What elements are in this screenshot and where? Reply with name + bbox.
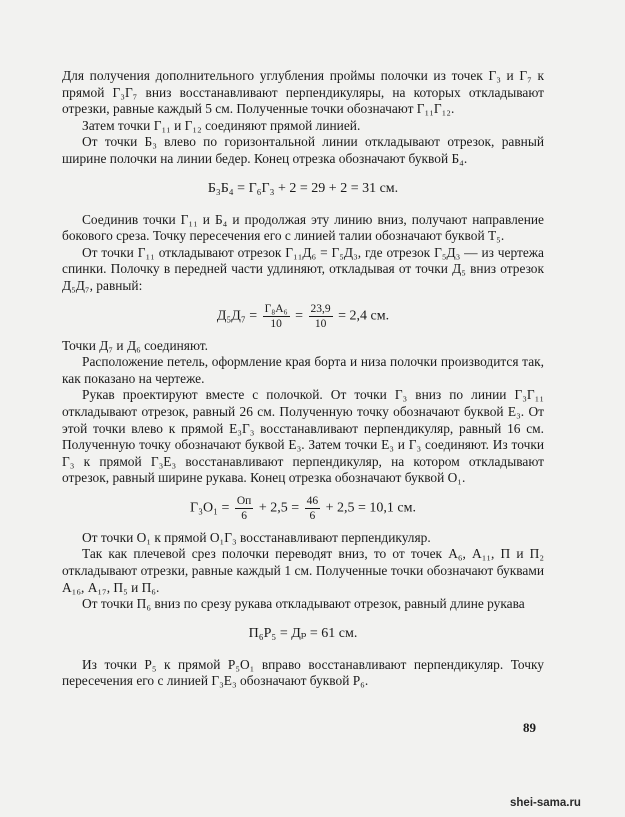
formula-d5d7-fraction-2 xyxy=(309,303,333,330)
formula-d5d7-rhs: = 2,4 см. xyxy=(338,308,390,324)
paragraph-11: От точки П₆ вниз по срезу рукава откладывают отрезок, равный длине рукава xyxy=(82,596,525,612)
fraction-numerator: Г₈А₆ xyxy=(264,302,288,315)
formula-g3o1-fraction-2 xyxy=(305,495,321,522)
paragraph-12: Из точки Р₅ к прямой Р₅О₁ вправо восстанавливают перпендикуляр. Точку пересечения его с линией Г₃Е₃ обозначают буквой Р₆. xyxy=(62,656,544,689)
paragraph-8: Рукав проектируют вместе с полочкой. От точки Г₃ вниз по линии Г₃Г₁₁ откладывают отрезок, равный 26 см. Полученную точку обозначают буквой Е₃. От этой точки влево к прямой Е₃Г₃ восстанавливают перпендикуляр, равный 16 см. Полученную точку обозначают буквой Е₃. Затем точки Е₃ и Г₃ соединяют. Из точки Г₃ к прямой Г₃Е₃ восстанавливают перпендикуляр, на котором откладывают отрезок, равный ширине рукава. Конец отрезка обозначают буквой О₁. xyxy=(62,387,544,486)
page-number: 89 xyxy=(523,720,536,735)
formula-p6p5: П₆Р₅ = Дₚ = 61 см. xyxy=(248,625,358,641)
fraction-denominator: 6 xyxy=(241,509,247,522)
fraction-numerator: 23,9 xyxy=(310,302,331,315)
formula-d5d7-eq: = xyxy=(295,308,304,324)
paragraph-10: Так как плечевой срез полочки переводят вниз, то от точек А₆, А₁₁, П и П₂ откладывают отрезки, равные каждый 1 см. Полученные точки обозначают буквами А₁₆, А₁₇, П₅ и П₆. xyxy=(62,546,544,595)
formula-b3b4: Б₃Б₄ = Г₆Г₃ + 2 = 29 + 2 = 31 см. xyxy=(207,180,399,196)
fraction-numerator: Оп xyxy=(236,494,252,507)
paragraph-9: От точки О₁ к прямой О₁Г₃ восстанавливают перпендикуляр. xyxy=(82,529,431,545)
formula-g3o1-fraction-1 xyxy=(235,495,253,522)
paragraph-4: Соединив точки Г₁₁ и Б₄ и продолжая эту линию вниз, получают направление бокового среза. Точку пересечения его с линией талии обозначают буквой Т₅. xyxy=(62,211,544,244)
paragraph-2: Затем точки Г₁₁ и Г₁₂ соединяют прямой линией. xyxy=(82,117,361,133)
paragraph-7: Расположение петель, оформление края борта и низа полочки производится так, как показано на чертеже. xyxy=(62,354,544,386)
formula-d5d7-lhs: Д₅Д₇ = xyxy=(216,308,258,324)
formula-g3o1-rhs: + 2,5 = 10,1 см. xyxy=(325,500,416,516)
paragraph-6: Точки Д₇ и Д₆ соединяют. xyxy=(62,337,208,353)
formula-g3o1-mid: + 2,5 = xyxy=(258,500,300,516)
fraction-denominator: 10 xyxy=(270,317,282,330)
formula-d5d7-fraction-1 xyxy=(263,303,290,330)
paragraph-5: От точки Г₁₁ откладывают отрезок Г₁₁Д₆ = Г₅Д₃, где отрезок Г₅Д₃ — из чертежа спинки. Полочку в передней части удлиняют, откладывая от точки Д₅ вниз отрезок Д₅Д₇, равный: xyxy=(62,244,544,293)
paragraph-1: Для получения дополнительного углубления проймы полочки из точек Г₃ и Г₇ к прямой Г₃Г₇ вниз восстанавливают перпендикуляры, на которых откладывают отрезки, равные каждый 5 см. Полученные точки обозначают Г₁₁Г₁₂. xyxy=(62,68,544,117)
formula-g3o1 xyxy=(62,495,544,522)
fraction-denominator: 6 xyxy=(309,509,316,522)
site-watermark: shei-sama.ru xyxy=(510,797,581,809)
fraction-denominator: 10 xyxy=(314,317,327,330)
formula-d5d7 xyxy=(62,303,544,330)
paragraph-3: От точки Б₃ влево по горизонтальной линии откладывают отрезок, равный ширине полочки на линии бедер. Конец отрезка обозначают буквой Б₄. xyxy=(62,134,544,166)
page-body xyxy=(62,68,544,690)
formula-g3o1-lhs: Г₃О₁ = xyxy=(189,500,230,516)
fraction-numerator: 46 xyxy=(306,494,319,507)
